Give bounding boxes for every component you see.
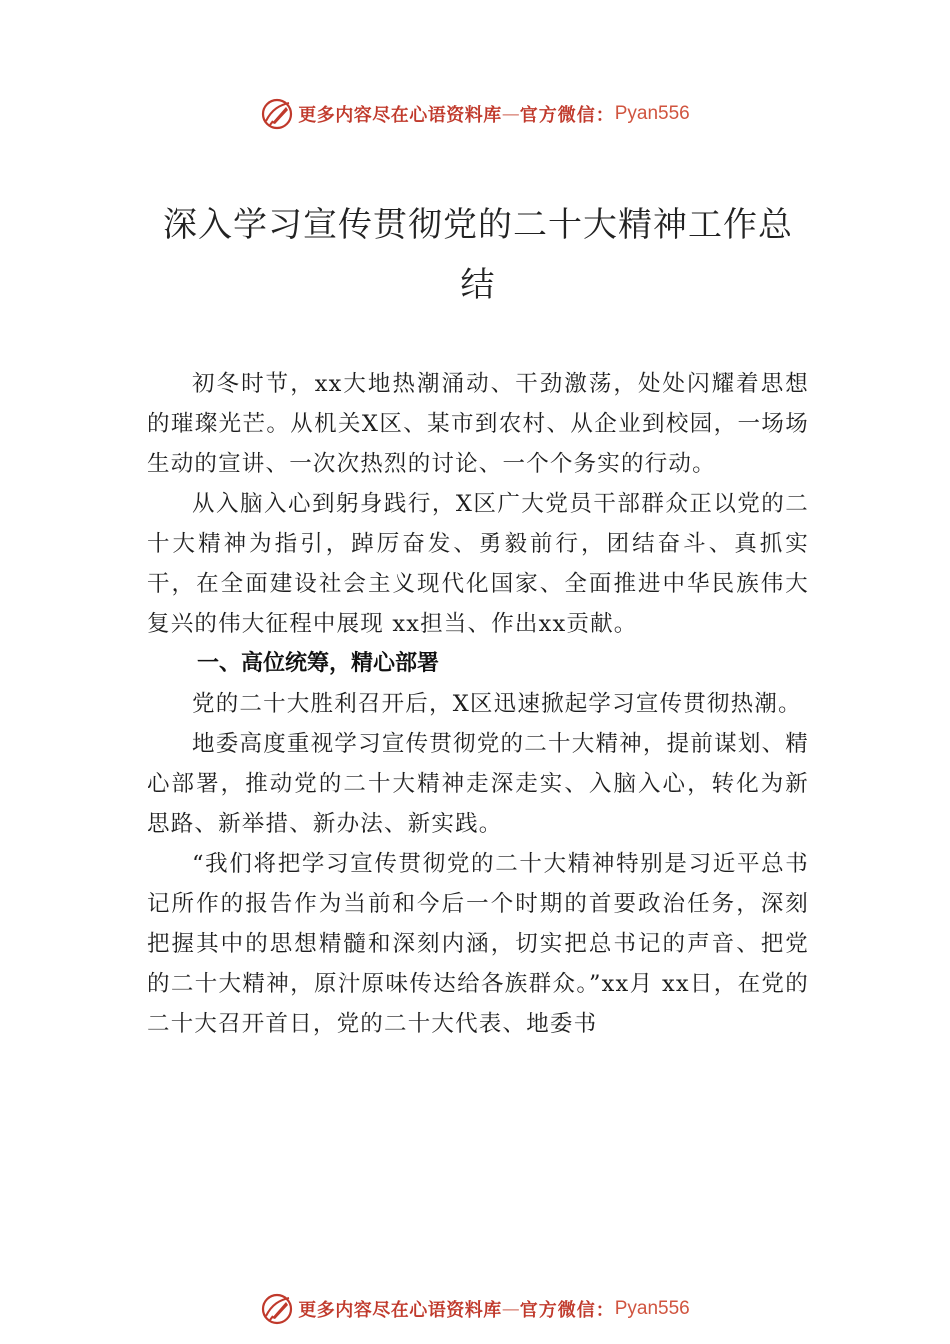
document-body (147, 364, 809, 1044)
section-heading: 一、高位统筹，精心部署 (197, 651, 440, 676)
watermark-separator: — (501, 1298, 520, 1320)
body-paragraph: 从入脑入心到躬身践行，X区广大党员干部群众正以党的二十大精神为指引，踔厉奋发、勇毅前行，团结奋斗、真抓实干，在全面建设社会主义现代化国家、全面推进中华民族伟大复兴的伟大征程中展现 xx担当、作出xx贡献。 (147, 491, 809, 637)
watermark-separator: — (501, 103, 520, 125)
header-watermark (0, 94, 950, 134)
section-paragraph: 党的二十大胜利召开后，X区迅速掀起学习宣传贯彻热潮。 (192, 691, 802, 717)
body-paragraph: 初冬时节，xx大地热潮涌动、干劲激荡，处处闪耀着思想的璀璨光芒。从机关X区、某市到农村、从企业到校园，一场场生动的宣讲、一次次热烈的讨论、一个个务实的行动。 (147, 371, 809, 477)
fountain-pen-logo-icon (260, 1292, 294, 1326)
title-line-2: 结 (460, 265, 496, 305)
section-paragraph: “我们将把学习宣传贯彻党的二十大精神特别是习近平总书记所作的报告作为当前和今后一个时期的首要政治任务，深刻把握其中的思想精髓和深刻内涵，切实把总书记的声音、把党的二十大精神，原汁原味传达给各族群众。”xx月 xx日，在党的二十大召开首日，党的二十大代表、地委书 (147, 851, 809, 1037)
fountain-pen-logo-icon (260, 97, 294, 131)
document-title (148, 195, 808, 315)
watermark-account: Pyan556 (614, 103, 690, 124)
watermark-account: Pyan556 (614, 1298, 690, 1319)
footer-watermark (0, 1289, 950, 1329)
watermark-main-text: 更多内容尽在心语资料库 (298, 105, 502, 126)
watermark-label: 官方微信： (519, 105, 615, 126)
section-paragraph: 地委高度重视学习宣传贯彻党的二十大精神，提前谋划、精心部署，推动党的二十大精神走深走实、入脑入心，转化为新思路、新举措、新办法、新实践。 (147, 731, 809, 837)
title-line-1: 深入学习宣传贯彻党的二十大精神工作总 (163, 205, 793, 245)
watermark-label: 官方微信： (519, 1300, 615, 1321)
watermark-main-text: 更多内容尽在心语资料库 (298, 1300, 502, 1321)
